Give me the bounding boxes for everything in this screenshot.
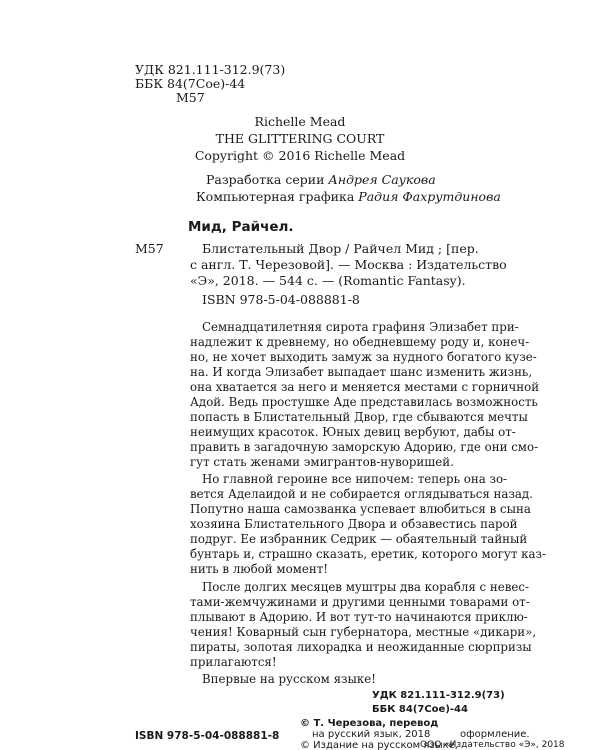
annotation-line: править в загадочную заморскую Адорию, где они смо-	[190, 440, 539, 454]
catalog-mark: М57	[135, 241, 164, 256]
annotation-line: Попутно наша самозванка успевает влюбиться в сына	[190, 502, 531, 516]
catalog-heading: Мид, Райчел.	[188, 219, 294, 235]
annotation-line: бунтарь и, страшно сказать, еретик, которого могут каз-	[190, 547, 546, 561]
series-label: Разработка серии	[206, 172, 325, 187]
copyright-notices	[300, 718, 438, 729]
copyright-translation-2: на русский язык, 2018	[312, 729, 431, 740]
copyright-edition-1: © Издание на русском языке,	[300, 740, 458, 750]
annotation-line: Адой. Ведь простушке Аде представилась возможность	[190, 395, 538, 409]
copyright-publisher: ООО «Издательство «Э», 2018	[420, 740, 565, 750]
series-name: Андрея Саукова	[328, 172, 436, 187]
annotation-line: После долгих месяцев муштры два корабля с невес-	[202, 580, 529, 594]
annotation-line: гут стать женами эмигрантов-нуворишей.	[190, 455, 454, 469]
footer-udk: УДК 821.111-312.9(73)	[372, 690, 505, 701]
copyright-edition-2: оформление.	[460, 729, 530, 740]
annotation-line: но, не хочет выходить замуж за нудного богатого кузе-	[190, 350, 537, 364]
annotation-line: на. И когда Элизабет выпадает шанс изменить жизнь,	[190, 365, 533, 379]
original-author: Richelle Mead	[254, 114, 346, 129]
graphics-label: Компьютерная графика	[196, 189, 355, 204]
annotation-line: тами-жемчужинами и другими ценными товарами от-	[190, 595, 530, 609]
annotation-line: неимущих красоток. Юных девиц вербуют, дабы от-	[190, 425, 516, 439]
footer-isbn: ISBN 978-5-04-088881-8	[135, 730, 280, 742]
catalog-line-3: «Э», 2018. — 544 с. — (Romantic Fantasy).	[190, 273, 466, 288]
annotation-line: надлежит к древнему, но обедневшему роду и, конеч-	[190, 335, 530, 349]
first-russian-note: Впервые на русском языке!	[202, 672, 376, 686]
annotation-line: пираты, золотая лихорадка и неожиданные сюрпризы	[190, 640, 532, 654]
catalog-line-2: с англ. Т. Черезовой]. — Москва : Издательство	[190, 257, 507, 272]
annotation-line: попасть в Блистательный Двор, где сбываются мечты	[190, 410, 528, 424]
catalog-isbn: ISBN 978-5-04-088881-8	[202, 292, 360, 307]
annotation-line: Но главной героине все нипочем: теперь она зо-	[202, 472, 508, 486]
annotation-line: плывают в Адорию. И вот тут-то начинаются приклю-	[190, 610, 528, 624]
annotation-line: хозяина Блистательного Двора и обзавестись парой	[190, 517, 518, 531]
bbk-code: ББК 84(7Сое)-44	[135, 76, 246, 91]
annotation-line: чения! Коварный сын губернатора, местные «дикари»,	[190, 625, 537, 639]
annotation-line: нить в любой момент!	[190, 562, 328, 576]
annotation-line: Семнадцатилетняя сирота графиня Элизабет при-	[202, 320, 519, 334]
original-title: THE GLITTERING COURT	[215, 131, 385, 146]
annotation-line: она хватается за него и меняется местами с горничной	[190, 380, 540, 394]
annotation-line: подруг. Ее избранник Седрик — обаятельный тайный	[190, 532, 528, 546]
catalog-line-1: Блистательный Двор / Райчел Мид ; [пер.	[202, 241, 479, 256]
annotation-line: вется Аделаидой и не собирается оглядываться назад.	[190, 487, 533, 501]
udk-code: УДК 821.111-312.9(73)	[135, 62, 286, 77]
footer-bbk: ББК 84(7Сое)-44	[372, 704, 468, 715]
author-mark: М57	[176, 90, 205, 105]
graphics-credit	[196, 189, 501, 204]
copyright-translation-1: © Т. Черезова, перевод	[300, 718, 439, 729]
series-credit	[206, 172, 436, 187]
copyright-line: Copyright © 2016 Richelle Mead	[194, 148, 406, 163]
annotation-line: прилагаются!	[190, 655, 277, 669]
graphics-name: Радия Фахрутдинова	[358, 189, 501, 204]
